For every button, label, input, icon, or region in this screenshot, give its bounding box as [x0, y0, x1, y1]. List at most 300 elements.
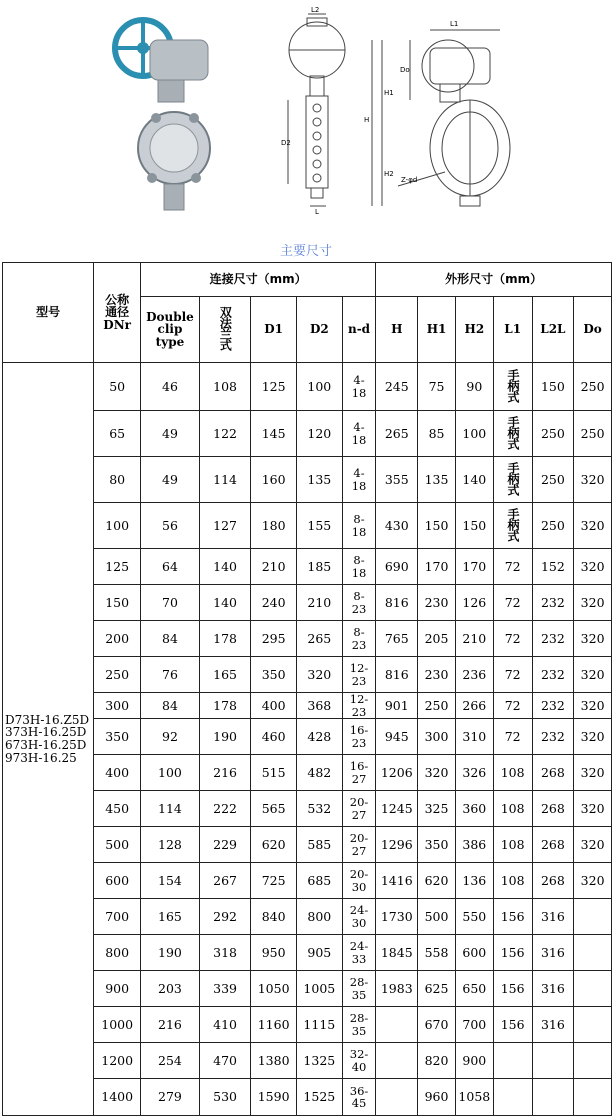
cell-dn: 100 — [94, 503, 141, 549]
cell-l2: 250 — [532, 503, 574, 549]
front-label-h1: H1 — [384, 89, 394, 97]
cell-d1: 180 — [251, 503, 297, 549]
cell-h — [376, 1079, 418, 1116]
cell-h2: 310 — [455, 719, 493, 755]
cell-l1 — [493, 1079, 532, 1116]
cell-dn: 200 — [94, 621, 141, 657]
cell-a: 190 — [141, 935, 200, 971]
cell-a: 70 — [141, 585, 200, 621]
cell-h2: 650 — [455, 971, 493, 1007]
cell-l1-handle: 手柄式 — [505, 461, 520, 495]
cell-b: 140 — [199, 585, 250, 621]
cell-l2: 316 — [532, 1007, 574, 1043]
cell-nd — [342, 411, 376, 457]
cell-d2: 320 — [296, 657, 342, 693]
cell-nd-count: 8- — [353, 512, 365, 527]
cell-l1: 72 — [493, 621, 532, 657]
cell-l1: 72 — [493, 719, 532, 755]
cell-dn: 500 — [94, 827, 141, 863]
cell-d2: 210 — [296, 585, 342, 621]
cell-nd-diameter: 18 — [351, 385, 367, 400]
cell-l2: 232 — [532, 585, 574, 621]
cell-dn: 300 — [94, 693, 141, 719]
cell-nd — [342, 657, 376, 693]
cell-nd-count: 4- — [353, 373, 365, 388]
cell-b: 267 — [199, 863, 250, 899]
cell-l2: 268 — [532, 755, 574, 791]
cell-nd-diameter: 23 — [351, 601, 367, 616]
cell-h: 1245 — [376, 791, 418, 827]
cell-d2: 368 — [296, 693, 342, 719]
table-row — [3, 935, 612, 971]
cell-h1: 670 — [418, 1007, 456, 1043]
cell-d1: 350 — [251, 657, 297, 693]
cell-d1: 125 — [251, 363, 297, 411]
cell-nd-diameter: 35 — [351, 1023, 367, 1038]
cell-dn: 80 — [94, 457, 141, 503]
side-label-l2: L2 — [311, 6, 320, 14]
cell-dn: 400 — [94, 755, 141, 791]
cell-l1 — [493, 503, 532, 549]
cell-do — [574, 899, 612, 935]
cell-nd — [342, 1007, 376, 1043]
cell-b: 216 — [199, 755, 250, 791]
header-double-flange — [199, 297, 250, 363]
cell-nd — [342, 1079, 376, 1116]
cell-nd — [342, 693, 376, 719]
cell-h1: 75 — [418, 363, 456, 411]
cell-do: 320 — [574, 755, 612, 791]
front-label-l1: L1 — [450, 20, 459, 28]
cell-h2: 170 — [455, 549, 493, 585]
header-dn-line1: 公称 — [105, 292, 130, 307]
cell-nd-diameter: 23 — [351, 637, 367, 652]
cell-b: 318 — [199, 935, 250, 971]
cell-l2: 150 — [532, 363, 574, 411]
table-row — [3, 755, 612, 791]
cell-h: 1983 — [376, 971, 418, 1007]
cell-do: 320 — [574, 657, 612, 693]
cell-d1: 145 — [251, 411, 297, 457]
cell-h1: 350 — [418, 827, 456, 863]
cell-d1: 620 — [251, 827, 297, 863]
cell-a: 165 — [141, 899, 200, 935]
cell-h2: 550 — [455, 899, 493, 935]
cell-nd-diameter: 23 — [351, 704, 367, 719]
cell-nd-count: 28- — [349, 975, 369, 990]
valve-figures — [0, 0, 612, 230]
cell-h2: 90 — [455, 363, 493, 411]
cell-b: 127 — [199, 503, 250, 549]
side-view-drawing — [288, 14, 345, 206]
cell-h1: 300 — [418, 719, 456, 755]
cell-l2: 232 — [532, 719, 574, 755]
cell-do: 320 — [574, 585, 612, 621]
cell-h1: 320 — [418, 755, 456, 791]
cell-h2: 140 — [455, 457, 493, 503]
cell-b: 339 — [199, 971, 250, 1007]
front-label-zd: Z-φd — [401, 176, 418, 184]
cell-do: 250 — [574, 411, 612, 457]
cell-d2: 532 — [296, 791, 342, 827]
cell-l1: 156 — [493, 971, 532, 1007]
cell-h: 1845 — [376, 935, 418, 971]
cell-do: 320 — [574, 791, 612, 827]
cell-do — [574, 1043, 612, 1079]
cell-h2: 126 — [455, 585, 493, 621]
front-label-h: H — [364, 116, 370, 124]
table-row — [3, 827, 612, 863]
cell-nd-diameter: 27 — [351, 843, 367, 858]
cell-l2: 250 — [532, 457, 574, 503]
cell-nd-diameter: 27 — [351, 771, 367, 786]
cell-h2: 900 — [455, 1043, 493, 1079]
cell-l2: 232 — [532, 693, 574, 719]
cell-l2: 152 — [532, 549, 574, 585]
cell-h1: 150 — [418, 503, 456, 549]
cell-h2: 150 — [455, 503, 493, 549]
cell-h1: 960 — [418, 1079, 456, 1116]
cell-dn: 65 — [94, 411, 141, 457]
header-l2l: L2L — [532, 297, 574, 363]
cell-d2: 905 — [296, 935, 342, 971]
cell-do: 320 — [574, 827, 612, 863]
cell-nd-diameter: 23 — [351, 673, 367, 688]
cell-l1: 72 — [493, 549, 532, 585]
table-row — [3, 693, 612, 719]
cell-h2: 210 — [455, 621, 493, 657]
cell-d1: 1590 — [251, 1079, 297, 1116]
cell-a: 154 — [141, 863, 200, 899]
cell-l2 — [532, 1079, 574, 1116]
cell-l1 — [493, 363, 532, 411]
cell-h1: 620 — [418, 863, 456, 899]
cell-l2: 268 — [532, 863, 574, 899]
cell-h1: 558 — [418, 935, 456, 971]
cell-dn: 50 — [94, 363, 141, 411]
cell-l1 — [493, 1043, 532, 1079]
valve-photo — [115, 20, 210, 210]
cell-do: 320 — [574, 719, 612, 755]
cell-d2: 1115 — [296, 1007, 342, 1043]
cell-a: 46 — [141, 363, 200, 411]
cell-dn: 150 — [94, 585, 141, 621]
cell-d1: 160 — [251, 457, 297, 503]
cell-nd-count: 24- — [349, 939, 369, 954]
cell-d1: 1160 — [251, 1007, 297, 1043]
cell-b: 122 — [199, 411, 250, 457]
cell-h2: 100 — [455, 411, 493, 457]
cell-h: 816 — [376, 585, 418, 621]
side-label-d2: D2 — [281, 139, 291, 147]
cell-a: 56 — [141, 503, 200, 549]
cell-h1: 135 — [418, 457, 456, 503]
cell-nd-diameter: 18 — [351, 432, 367, 447]
cell-h1: 250 — [418, 693, 456, 719]
table-row — [3, 549, 612, 585]
header-dn-line3: DNr — [103, 317, 131, 332]
cell-h1: 820 — [418, 1043, 456, 1079]
cell-do: 250 — [574, 363, 612, 411]
cell-nd — [342, 899, 376, 935]
cell-b: 140 — [199, 549, 250, 585]
header-connection: 连接尺寸（mm） — [141, 263, 376, 297]
cell-l2 — [532, 1043, 574, 1079]
front-view-drawing — [372, 30, 510, 206]
cell-d1: 840 — [251, 899, 297, 935]
cell-nd-count: 16- — [349, 759, 369, 774]
table-row — [3, 971, 612, 1007]
cell-do: 320 — [574, 503, 612, 549]
cell-h2: 360 — [455, 791, 493, 827]
table-row — [3, 1043, 612, 1079]
cell-d2: 135 — [296, 457, 342, 503]
header-h2: H2 — [455, 297, 493, 363]
cell-h2: 236 — [455, 657, 493, 693]
cell-nd — [342, 755, 376, 791]
cell-l1: 108 — [493, 791, 532, 827]
header-model: 型号 — [3, 263, 94, 363]
cell-nd — [342, 549, 376, 585]
cell-a: 254 — [141, 1043, 200, 1079]
cell-l1: 156 — [493, 899, 532, 935]
cell-a: 84 — [141, 621, 200, 657]
table-row — [3, 719, 612, 755]
cell-nd — [342, 971, 376, 1007]
cell-dn: 450 — [94, 791, 141, 827]
cell-dn: 1200 — [94, 1043, 141, 1079]
cell-nd-count: 8- — [353, 589, 365, 604]
cell-nd-diameter: 35 — [351, 987, 367, 1002]
cell-nd-diameter: 45 — [351, 1096, 367, 1110]
cell-nd-count: 20- — [349, 867, 369, 882]
cell-a: 92 — [141, 719, 200, 755]
cell-dn: 900 — [94, 971, 141, 1007]
cell-d2: 428 — [296, 719, 342, 755]
cell-nd — [342, 621, 376, 657]
cell-d1: 1050 — [251, 971, 297, 1007]
cell-do — [574, 935, 612, 971]
cell-d1: 295 — [251, 621, 297, 657]
cell-b: 114 — [199, 457, 250, 503]
cell-l2: 268 — [532, 827, 574, 863]
cell-nd — [342, 503, 376, 549]
cell-a: 216 — [141, 1007, 200, 1043]
cell-l2: 316 — [532, 935, 574, 971]
cell-h: 901 — [376, 693, 418, 719]
header-dn — [94, 263, 141, 363]
cell-b: 470 — [199, 1043, 250, 1079]
cell-dn: 600 — [94, 863, 141, 899]
table-caption: 主要尺寸 — [279, 244, 332, 259]
table-row — [3, 899, 612, 935]
table-row — [3, 1007, 612, 1043]
cell-do: 320 — [574, 693, 612, 719]
cell-nd-diameter: 18 — [351, 565, 367, 580]
cell-h2: 1058 — [455, 1079, 493, 1116]
table-row — [3, 503, 612, 549]
cell-dn: 250 — [94, 657, 141, 693]
cell-l1: 108 — [493, 863, 532, 899]
cell-nd-count: 12- — [349, 692, 369, 707]
cell-h2: 600 — [455, 935, 493, 971]
header-nd: n-d — [342, 297, 376, 363]
cell-h2: 136 — [455, 863, 493, 899]
table-row — [3, 863, 612, 899]
cell-b: 229 — [199, 827, 250, 863]
cell-nd — [342, 1043, 376, 1079]
cell-a: 279 — [141, 1079, 200, 1116]
cell-l1: 72 — [493, 585, 532, 621]
cell-h1: 205 — [418, 621, 456, 657]
cell-do — [574, 1007, 612, 1043]
cell-h2: 266 — [455, 693, 493, 719]
cell-nd-count: 20- — [349, 831, 369, 846]
cell-a: 203 — [141, 971, 200, 1007]
cell-h: 945 — [376, 719, 418, 755]
cell-d2: 800 — [296, 899, 342, 935]
cell-do: 320 — [574, 457, 612, 503]
cell-b: 292 — [199, 899, 250, 935]
cell-l2: 316 — [532, 899, 574, 935]
cell-h: 265 — [376, 411, 418, 457]
cell-nd-count: 8- — [353, 553, 365, 568]
cell-b: 222 — [199, 791, 250, 827]
cell-nd-count: 28- — [349, 1011, 369, 1026]
cell-l1-handle: 手柄式 — [505, 415, 520, 449]
cell-do: 320 — [574, 621, 612, 657]
cell-nd — [342, 363, 376, 411]
cell-b: 178 — [199, 621, 250, 657]
cell-h: 690 — [376, 549, 418, 585]
cell-h1: 170 — [418, 549, 456, 585]
cell-nd — [342, 935, 376, 971]
front-label-do: Do — [400, 66, 410, 74]
cell-h1: 500 — [418, 899, 456, 935]
cell-b: 165 — [199, 657, 250, 693]
cell-nd — [342, 827, 376, 863]
cell-dn: 800 — [94, 935, 141, 971]
header-d1: D1 — [251, 297, 297, 363]
cell-d2: 155 — [296, 503, 342, 549]
cell-b: 530 — [199, 1079, 250, 1116]
side-label-l: L — [315, 208, 319, 216]
cell-nd-diameter: 18 — [351, 478, 367, 493]
cell-d1: 565 — [251, 791, 297, 827]
cell-h: 1296 — [376, 827, 418, 863]
cell-nd-count: 16- — [349, 723, 369, 738]
cell-do — [574, 971, 612, 1007]
cell-d1: 1380 — [251, 1043, 297, 1079]
header-h1: H1 — [418, 297, 456, 363]
cell-l1: 108 — [493, 755, 532, 791]
cell-h2: 386 — [455, 827, 493, 863]
table-row — [3, 621, 612, 657]
cell-d1: 515 — [251, 755, 297, 791]
header-do: Do — [574, 297, 612, 363]
cell-nd-count: 4- — [353, 466, 365, 481]
cell-dn: 700 — [94, 899, 141, 935]
cell-d1: 460 — [251, 719, 297, 755]
dimension-table — [2, 262, 612, 1116]
cell-a: 76 — [141, 657, 200, 693]
cell-h1: 85 — [418, 411, 456, 457]
model-cell: D73H-16.Z5D373H-16.25D673H-16.25D973H-16.25 — [3, 363, 94, 1116]
cell-nd-diameter: 40 — [351, 1059, 367, 1074]
header-double-flange-text: 双法兰式 — [218, 306, 233, 351]
cell-dn: 1400 — [94, 1079, 141, 1116]
cell-nd-diameter: 23 — [351, 735, 367, 750]
cell-h1: 230 — [418, 585, 456, 621]
cell-h2: 326 — [455, 755, 493, 791]
cell-h1: 625 — [418, 971, 456, 1007]
cell-nd — [342, 791, 376, 827]
cell-a: 114 — [141, 791, 200, 827]
table-row — [3, 1079, 612, 1116]
cell-do — [574, 1079, 612, 1116]
cell-nd — [342, 863, 376, 899]
cell-a: 49 — [141, 457, 200, 503]
cell-nd-diameter: 30 — [351, 879, 367, 894]
cell-h — [376, 1043, 418, 1079]
table-row — [3, 363, 612, 411]
cell-nd — [342, 719, 376, 755]
cell-l2: 232 — [532, 621, 574, 657]
cell-dn: 125 — [94, 549, 141, 585]
cell-d1: 240 — [251, 585, 297, 621]
cell-b: 178 — [199, 693, 250, 719]
cell-d1: 725 — [251, 863, 297, 899]
cell-h: 245 — [376, 363, 418, 411]
cell-l1-handle: 手柄式 — [505, 507, 520, 541]
table-row — [3, 657, 612, 693]
cell-d2: 1005 — [296, 971, 342, 1007]
cell-nd-count: 12- — [349, 661, 369, 676]
cell-d2: 482 — [296, 755, 342, 791]
cell-l1-handle: 手柄式 — [505, 368, 520, 402]
cell-l1: 72 — [493, 693, 532, 719]
cell-l1 — [493, 457, 532, 503]
cell-h2: 700 — [455, 1007, 493, 1043]
header-d2: D2 — [296, 297, 342, 363]
cell-d2: 265 — [296, 621, 342, 657]
front-label-h2: H2 — [384, 170, 394, 178]
cell-d2: 100 — [296, 363, 342, 411]
cell-l2: 232 — [532, 657, 574, 693]
cell-nd-count: 8- — [353, 625, 365, 640]
cell-h: 430 — [376, 503, 418, 549]
cell-nd-diameter: 33 — [351, 951, 367, 966]
cell-a: 128 — [141, 827, 200, 863]
cell-h: 1730 — [376, 899, 418, 935]
cell-nd-count: 24- — [349, 903, 369, 918]
cell-do: 320 — [574, 549, 612, 585]
cell-b: 410 — [199, 1007, 250, 1043]
cell-nd-diameter: 27 — [351, 807, 367, 822]
cell-d2: 185 — [296, 549, 342, 585]
cell-b: 108 — [199, 363, 250, 411]
cell-nd-count: 20- — [349, 795, 369, 810]
cell-l1 — [493, 411, 532, 457]
header-h: H — [376, 297, 418, 363]
cell-nd — [342, 585, 376, 621]
header-dn-line2: 通径 — [105, 305, 130, 320]
cell-h — [376, 1007, 418, 1043]
cell-l1: 72 — [493, 657, 532, 693]
cell-d2: 585 — [296, 827, 342, 863]
cell-a: 84 — [141, 693, 200, 719]
cell-d1: 950 — [251, 935, 297, 971]
